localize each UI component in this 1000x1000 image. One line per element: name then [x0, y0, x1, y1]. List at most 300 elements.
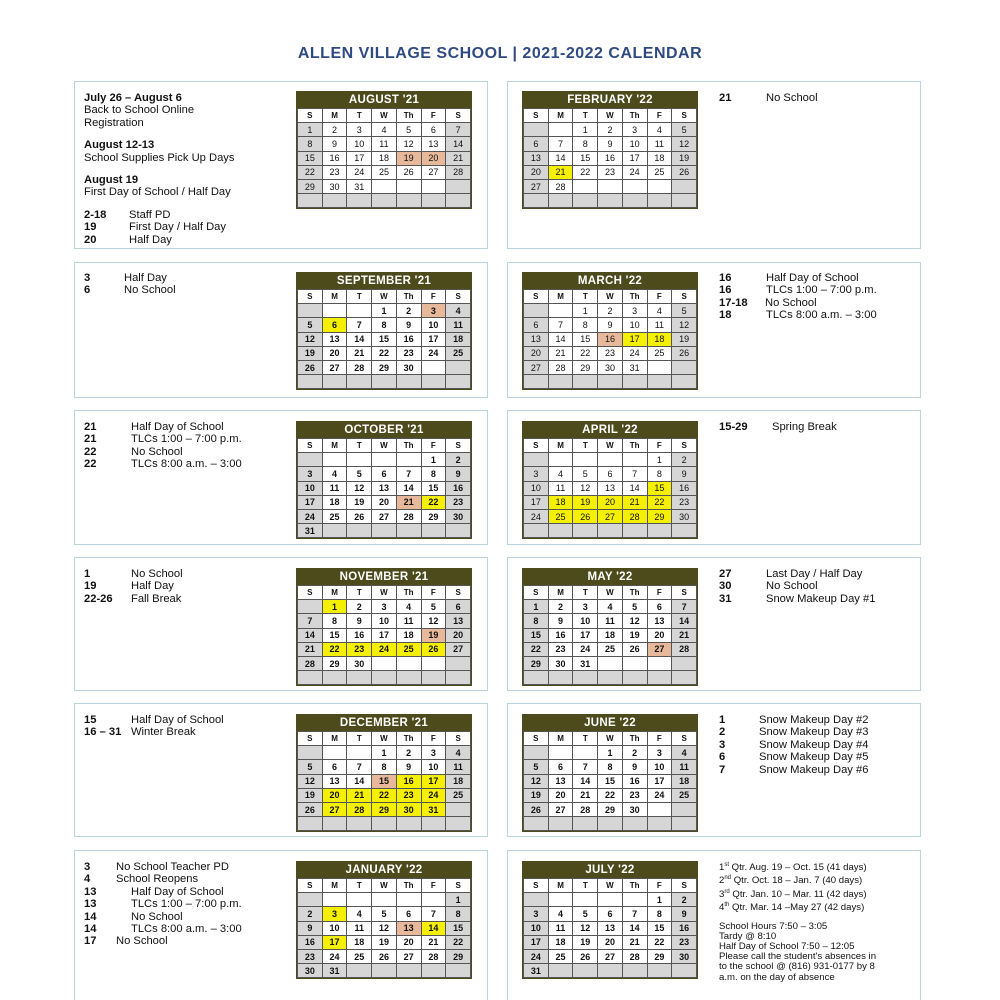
- week-row: [524, 151, 697, 165]
- note-line: [719, 284, 877, 296]
- week-row: [524, 453, 697, 467]
- day-cell: 30: [548, 656, 573, 670]
- day-cell: 7: [298, 614, 323, 628]
- week-row: [298, 935, 471, 949]
- weekday-label: W: [372, 439, 397, 453]
- day-cell: [524, 524, 549, 538]
- day-cell: 16: [598, 332, 623, 346]
- day-cell: 26: [298, 802, 323, 816]
- day-cell: 2: [548, 600, 573, 614]
- note-line: [719, 580, 875, 592]
- day-cell: 11: [672, 760, 697, 774]
- day-cell: 23: [598, 346, 623, 360]
- note-text: School Supplies Pick Up Days: [84, 151, 235, 164]
- day-cell: 12: [672, 137, 697, 151]
- day-cell: 22: [598, 788, 623, 802]
- day-cell: 20: [446, 628, 471, 642]
- year-info: [719, 860, 876, 983]
- day-cell: [372, 453, 397, 467]
- month-title: NOVEMBER '21: [297, 569, 471, 585]
- day-cell: 1: [647, 453, 672, 467]
- month-grid: [297, 289, 471, 389]
- calendar-january: [296, 861, 472, 979]
- weekday-header-row: [298, 586, 471, 600]
- note-line: [719, 272, 877, 284]
- weekday-label: S: [298, 109, 323, 123]
- day-cell: 28: [446, 165, 471, 179]
- day-cell: 3: [322, 907, 347, 921]
- day-cell: 6: [322, 760, 347, 774]
- day-cell: [647, 360, 672, 374]
- week-row: [524, 671, 697, 685]
- day-cell: 31: [322, 964, 347, 978]
- day-cell: 19: [298, 346, 323, 360]
- day-cell: 21: [672, 628, 697, 642]
- day-cell: 26: [672, 165, 697, 179]
- day-cell: 2: [598, 123, 623, 137]
- day-cell: 6: [598, 907, 623, 921]
- calendar-february: [522, 91, 698, 209]
- weekday-label: Th: [396, 732, 421, 746]
- note-line: [84, 92, 234, 104]
- note-date: 21: [84, 421, 97, 433]
- day-cell: 19: [524, 788, 549, 802]
- weekday-label: W: [372, 290, 397, 304]
- day-cell: 30: [347, 656, 372, 670]
- day-cell: 15: [446, 921, 471, 935]
- note-line: [84, 861, 242, 873]
- month-grid: [523, 731, 697, 831]
- weekday-header-row: [524, 439, 697, 453]
- day-cell: 14: [573, 774, 598, 788]
- note-date: 14: [84, 910, 97, 923]
- weekday-label: F: [421, 439, 446, 453]
- calendar-october: [296, 421, 472, 539]
- day-cell: 22: [298, 165, 323, 179]
- day-cell: [347, 893, 372, 907]
- weekday-label: F: [421, 290, 446, 304]
- note-line: [84, 898, 242, 910]
- day-cell: [548, 194, 573, 208]
- day-cell: 10: [322, 921, 347, 935]
- day-cell: 19: [672, 332, 697, 346]
- day-cell: 12: [298, 774, 323, 788]
- day-cell: 3: [298, 467, 323, 481]
- note-date: 3: [84, 861, 91, 873]
- day-cell: 13: [524, 332, 549, 346]
- day-cell: 14: [548, 151, 573, 165]
- weekday-label: S: [672, 879, 697, 893]
- weekday-label: W: [598, 586, 623, 600]
- week-row: [524, 935, 697, 949]
- day-cell: 16: [548, 628, 573, 642]
- weekday-label: F: [647, 290, 672, 304]
- day-cell: 19: [672, 151, 697, 165]
- day-cell: [672, 524, 697, 538]
- day-cell: [322, 671, 347, 685]
- weekday-label: F: [647, 109, 672, 123]
- weekday-label: Th: [396, 109, 421, 123]
- day-cell: 23: [598, 165, 623, 179]
- day-cell: 13: [548, 774, 573, 788]
- day-cell: 30: [446, 509, 471, 523]
- note-text: Fall Break: [131, 592, 182, 605]
- day-cell: 10: [622, 137, 647, 151]
- day-cell: 21: [446, 151, 471, 165]
- day-cell: 23: [672, 495, 697, 509]
- day-cell: 10: [372, 614, 397, 628]
- day-cell: [672, 375, 697, 389]
- day-cell: 5: [672, 123, 697, 137]
- day-cell: 29: [647, 949, 672, 963]
- note-date: 15-29: [719, 421, 748, 433]
- day-cell: 26: [298, 360, 323, 374]
- note-text: No School: [116, 935, 168, 948]
- day-cell: 12: [396, 137, 421, 151]
- day-cell: 29: [372, 360, 397, 374]
- day-cell: 8: [647, 467, 672, 481]
- day-cell: 16: [396, 774, 421, 788]
- day-cell: 8: [573, 137, 598, 151]
- day-cell: [647, 194, 672, 208]
- day-cell: [548, 964, 573, 978]
- day-cell: 21: [573, 788, 598, 802]
- day-cell: [446, 656, 471, 670]
- day-cell: 8: [598, 760, 623, 774]
- day-cell: [622, 671, 647, 685]
- day-cell: 23: [347, 642, 372, 656]
- day-cell: 24: [322, 949, 347, 963]
- note-line: [84, 458, 242, 470]
- day-cell: [573, 671, 598, 685]
- day-cell: 24: [421, 788, 446, 802]
- week-row: [298, 524, 471, 538]
- day-cell: 15: [573, 151, 598, 165]
- weekday-label: T: [573, 290, 598, 304]
- notes-november: [84, 568, 183, 605]
- weekday-label: W: [598, 439, 623, 453]
- note-date: 16 – 31: [84, 726, 122, 739]
- day-cell: 20: [322, 346, 347, 360]
- day-cell: [347, 194, 372, 208]
- day-cell: [396, 671, 421, 685]
- day-cell: 25: [647, 346, 672, 360]
- day-cell: [298, 194, 323, 208]
- notes-may: [719, 568, 875, 605]
- week-row: [524, 137, 697, 151]
- weekday-label: W: [598, 732, 623, 746]
- day-cell: 25: [396, 642, 421, 656]
- day-cell: [396, 964, 421, 978]
- day-cell: 2: [672, 453, 697, 467]
- weekday-label: S: [672, 290, 697, 304]
- day-cell: 1: [573, 304, 598, 318]
- weekday-label: F: [647, 732, 672, 746]
- weekday-label: F: [647, 439, 672, 453]
- notes-february: [719, 92, 818, 104]
- day-cell: [372, 179, 397, 193]
- day-cell: 1: [372, 746, 397, 760]
- day-cell: 27: [647, 642, 672, 656]
- week-row: [298, 949, 471, 963]
- calendar-june: [522, 714, 698, 832]
- weekday-label: S: [672, 732, 697, 746]
- note-line: [84, 139, 234, 151]
- day-cell: 1: [598, 746, 623, 760]
- day-cell: 18: [347, 935, 372, 949]
- day-cell: 9: [396, 760, 421, 774]
- day-cell: 31: [524, 964, 549, 978]
- note-date: 2: [719, 726, 726, 739]
- day-cell: 23: [396, 788, 421, 802]
- day-cell: 14: [622, 481, 647, 495]
- calendar-november: [296, 568, 472, 686]
- day-cell: [322, 524, 347, 538]
- school-hours: School Hours 7:50 – 3:05: [719, 920, 828, 932]
- day-cell: 28: [622, 509, 647, 523]
- weekday-header-row: [524, 586, 697, 600]
- note-line: [84, 209, 234, 221]
- day-cell: 10: [622, 318, 647, 332]
- week-row: [298, 893, 471, 907]
- weekday-label: W: [598, 109, 623, 123]
- day-cell: 17: [322, 935, 347, 949]
- day-cell: 17: [372, 628, 397, 642]
- day-cell: 13: [647, 614, 672, 628]
- weekday-label: Th: [396, 290, 421, 304]
- week-row: [298, 467, 471, 481]
- day-cell: 30: [322, 179, 347, 193]
- day-cell: [347, 375, 372, 389]
- day-cell: 11: [347, 921, 372, 935]
- day-cell: [598, 524, 623, 538]
- day-cell: [322, 893, 347, 907]
- day-cell: [647, 524, 672, 538]
- note-date: 31: [719, 592, 732, 605]
- day-cell: [372, 194, 397, 208]
- day-cell: 20: [372, 495, 397, 509]
- note-date: 27: [719, 568, 732, 580]
- day-cell: [524, 817, 549, 831]
- weekday-label: F: [647, 586, 672, 600]
- note-text: No School: [124, 284, 176, 297]
- day-cell: [372, 964, 397, 978]
- month-title: JULY '22: [523, 862, 697, 878]
- note-text: No School: [131, 910, 183, 923]
- month-title: DECEMBER '21: [297, 715, 471, 731]
- day-cell: [372, 524, 397, 538]
- note-line: [719, 309, 877, 321]
- weekday-label: T: [347, 586, 372, 600]
- note-line: [719, 739, 868, 751]
- day-cell: 19: [372, 935, 397, 949]
- day-cell: 7: [548, 137, 573, 151]
- day-cell: 19: [573, 935, 598, 949]
- week-row: [524, 346, 697, 360]
- weekday-label: Th: [622, 879, 647, 893]
- day-cell: 6: [647, 600, 672, 614]
- day-cell: [622, 893, 647, 907]
- day-cell: [347, 671, 372, 685]
- day-cell: 2: [446, 453, 471, 467]
- day-cell: 25: [347, 949, 372, 963]
- week-row: [298, 123, 471, 137]
- day-cell: 21: [298, 642, 323, 656]
- note-line: [84, 433, 242, 445]
- day-cell: 27: [421, 165, 446, 179]
- note-line: [84, 568, 183, 580]
- note-line: [84, 234, 234, 246]
- day-cell: 4: [446, 746, 471, 760]
- day-cell: 7: [672, 600, 697, 614]
- day-cell: 8: [372, 760, 397, 774]
- day-cell: 18: [322, 495, 347, 509]
- notes-december: [84, 714, 224, 739]
- note-text: TLCs 1:00 – 7:00 p.m.: [131, 898, 242, 911]
- day-cell: 16: [322, 151, 347, 165]
- note-text: No School: [766, 92, 818, 104]
- day-cell: [396, 375, 421, 389]
- day-cell: [622, 453, 647, 467]
- month-grid: [297, 878, 471, 978]
- month-grid: [523, 878, 697, 978]
- week-row: [298, 346, 471, 360]
- day-cell: [421, 964, 446, 978]
- calendar-december: [296, 714, 472, 832]
- note-line: [719, 568, 875, 580]
- weekday-label: T: [347, 290, 372, 304]
- note-text: Back to School Online: [84, 104, 195, 117]
- day-cell: [396, 893, 421, 907]
- day-cell: [598, 671, 623, 685]
- day-cell: 12: [524, 774, 549, 788]
- weekday-label: S: [446, 109, 471, 123]
- day-cell: 22: [524, 642, 549, 656]
- week-row: [524, 360, 697, 374]
- day-cell: 26: [396, 165, 421, 179]
- note-line: [84, 580, 183, 592]
- note-line: [719, 297, 877, 309]
- weekday-label: T: [347, 439, 372, 453]
- day-cell: 6: [322, 318, 347, 332]
- day-cell: 22: [372, 788, 397, 802]
- week-row: [298, 964, 471, 978]
- weekday-label: S: [298, 586, 323, 600]
- weekday-label: W: [372, 879, 397, 893]
- weekday-label: F: [421, 586, 446, 600]
- day-cell: 1: [322, 600, 347, 614]
- day-cell: 9: [548, 614, 573, 628]
- week-row: [524, 628, 697, 642]
- week-row: [298, 304, 471, 318]
- day-cell: 5: [573, 467, 598, 481]
- day-cell: [421, 194, 446, 208]
- day-cell: 6: [548, 760, 573, 774]
- day-cell: 5: [672, 304, 697, 318]
- day-cell: 22: [573, 346, 598, 360]
- note-date: 22: [84, 445, 97, 458]
- day-cell: [446, 179, 471, 193]
- note-text: No School: [131, 568, 183, 580]
- weekday-label: S: [524, 732, 549, 746]
- note-date: 4: [84, 873, 91, 886]
- week-row: [298, 194, 471, 208]
- day-cell: 22: [372, 346, 397, 360]
- weekday-label: T: [347, 879, 372, 893]
- week-row: [524, 788, 697, 802]
- note-text: Half Day: [129, 233, 172, 246]
- day-cell: 16: [298, 935, 323, 949]
- weekday-label: Th: [622, 109, 647, 123]
- notes-june: [719, 714, 868, 776]
- weekday-header-row: [298, 732, 471, 746]
- day-cell: [672, 671, 697, 685]
- day-cell: 3: [421, 304, 446, 318]
- note-text: Staff PD: [129, 208, 171, 221]
- day-cell: [573, 453, 598, 467]
- note-text: No School: [131, 445, 183, 458]
- weekday-label: F: [421, 879, 446, 893]
- note-text: TLCs 8:00 a.m. – 3:00: [131, 923, 242, 936]
- week-row: [524, 509, 697, 523]
- week-row: [524, 642, 697, 656]
- day-cell: 8: [298, 137, 323, 151]
- day-cell: [322, 817, 347, 831]
- day-cell: 30: [396, 802, 421, 816]
- day-cell: 28: [298, 656, 323, 670]
- day-cell: [524, 194, 549, 208]
- day-cell: 24: [421, 346, 446, 360]
- day-cell: 11: [322, 481, 347, 495]
- month-title: SEPTEMBER '21: [297, 273, 471, 289]
- note-line: [84, 593, 183, 605]
- weekday-label: S: [524, 879, 549, 893]
- day-cell: 12: [672, 318, 697, 332]
- day-cell: 9: [446, 467, 471, 481]
- note-line: [84, 726, 224, 738]
- day-cell: [347, 964, 372, 978]
- day-cell: 14: [446, 137, 471, 151]
- weekday-label: S: [298, 290, 323, 304]
- day-cell: 27: [446, 642, 471, 656]
- day-cell: [573, 964, 598, 978]
- day-cell: 2: [598, 304, 623, 318]
- week-row: [298, 332, 471, 346]
- day-cell: 28: [672, 642, 697, 656]
- day-cell: [548, 893, 573, 907]
- day-cell: 4: [322, 467, 347, 481]
- day-cell: 7: [347, 318, 372, 332]
- note-date: August 12-13: [84, 139, 155, 152]
- calendar-april: [522, 421, 698, 539]
- month-title: MAY '22: [523, 569, 697, 585]
- week-row: [298, 151, 471, 165]
- day-cell: 1: [446, 893, 471, 907]
- day-cell: 24: [622, 346, 647, 360]
- day-cell: [421, 671, 446, 685]
- day-cell: [548, 123, 573, 137]
- week-row: [524, 921, 697, 935]
- day-cell: 9: [396, 318, 421, 332]
- day-cell: 17: [421, 774, 446, 788]
- note-date: 13: [84, 885, 97, 898]
- day-cell: 6: [421, 123, 446, 137]
- day-cell: [347, 453, 372, 467]
- day-cell: 16: [598, 151, 623, 165]
- day-cell: [573, 375, 598, 389]
- day-cell: [421, 656, 446, 670]
- month-title: APRIL '22: [523, 422, 697, 438]
